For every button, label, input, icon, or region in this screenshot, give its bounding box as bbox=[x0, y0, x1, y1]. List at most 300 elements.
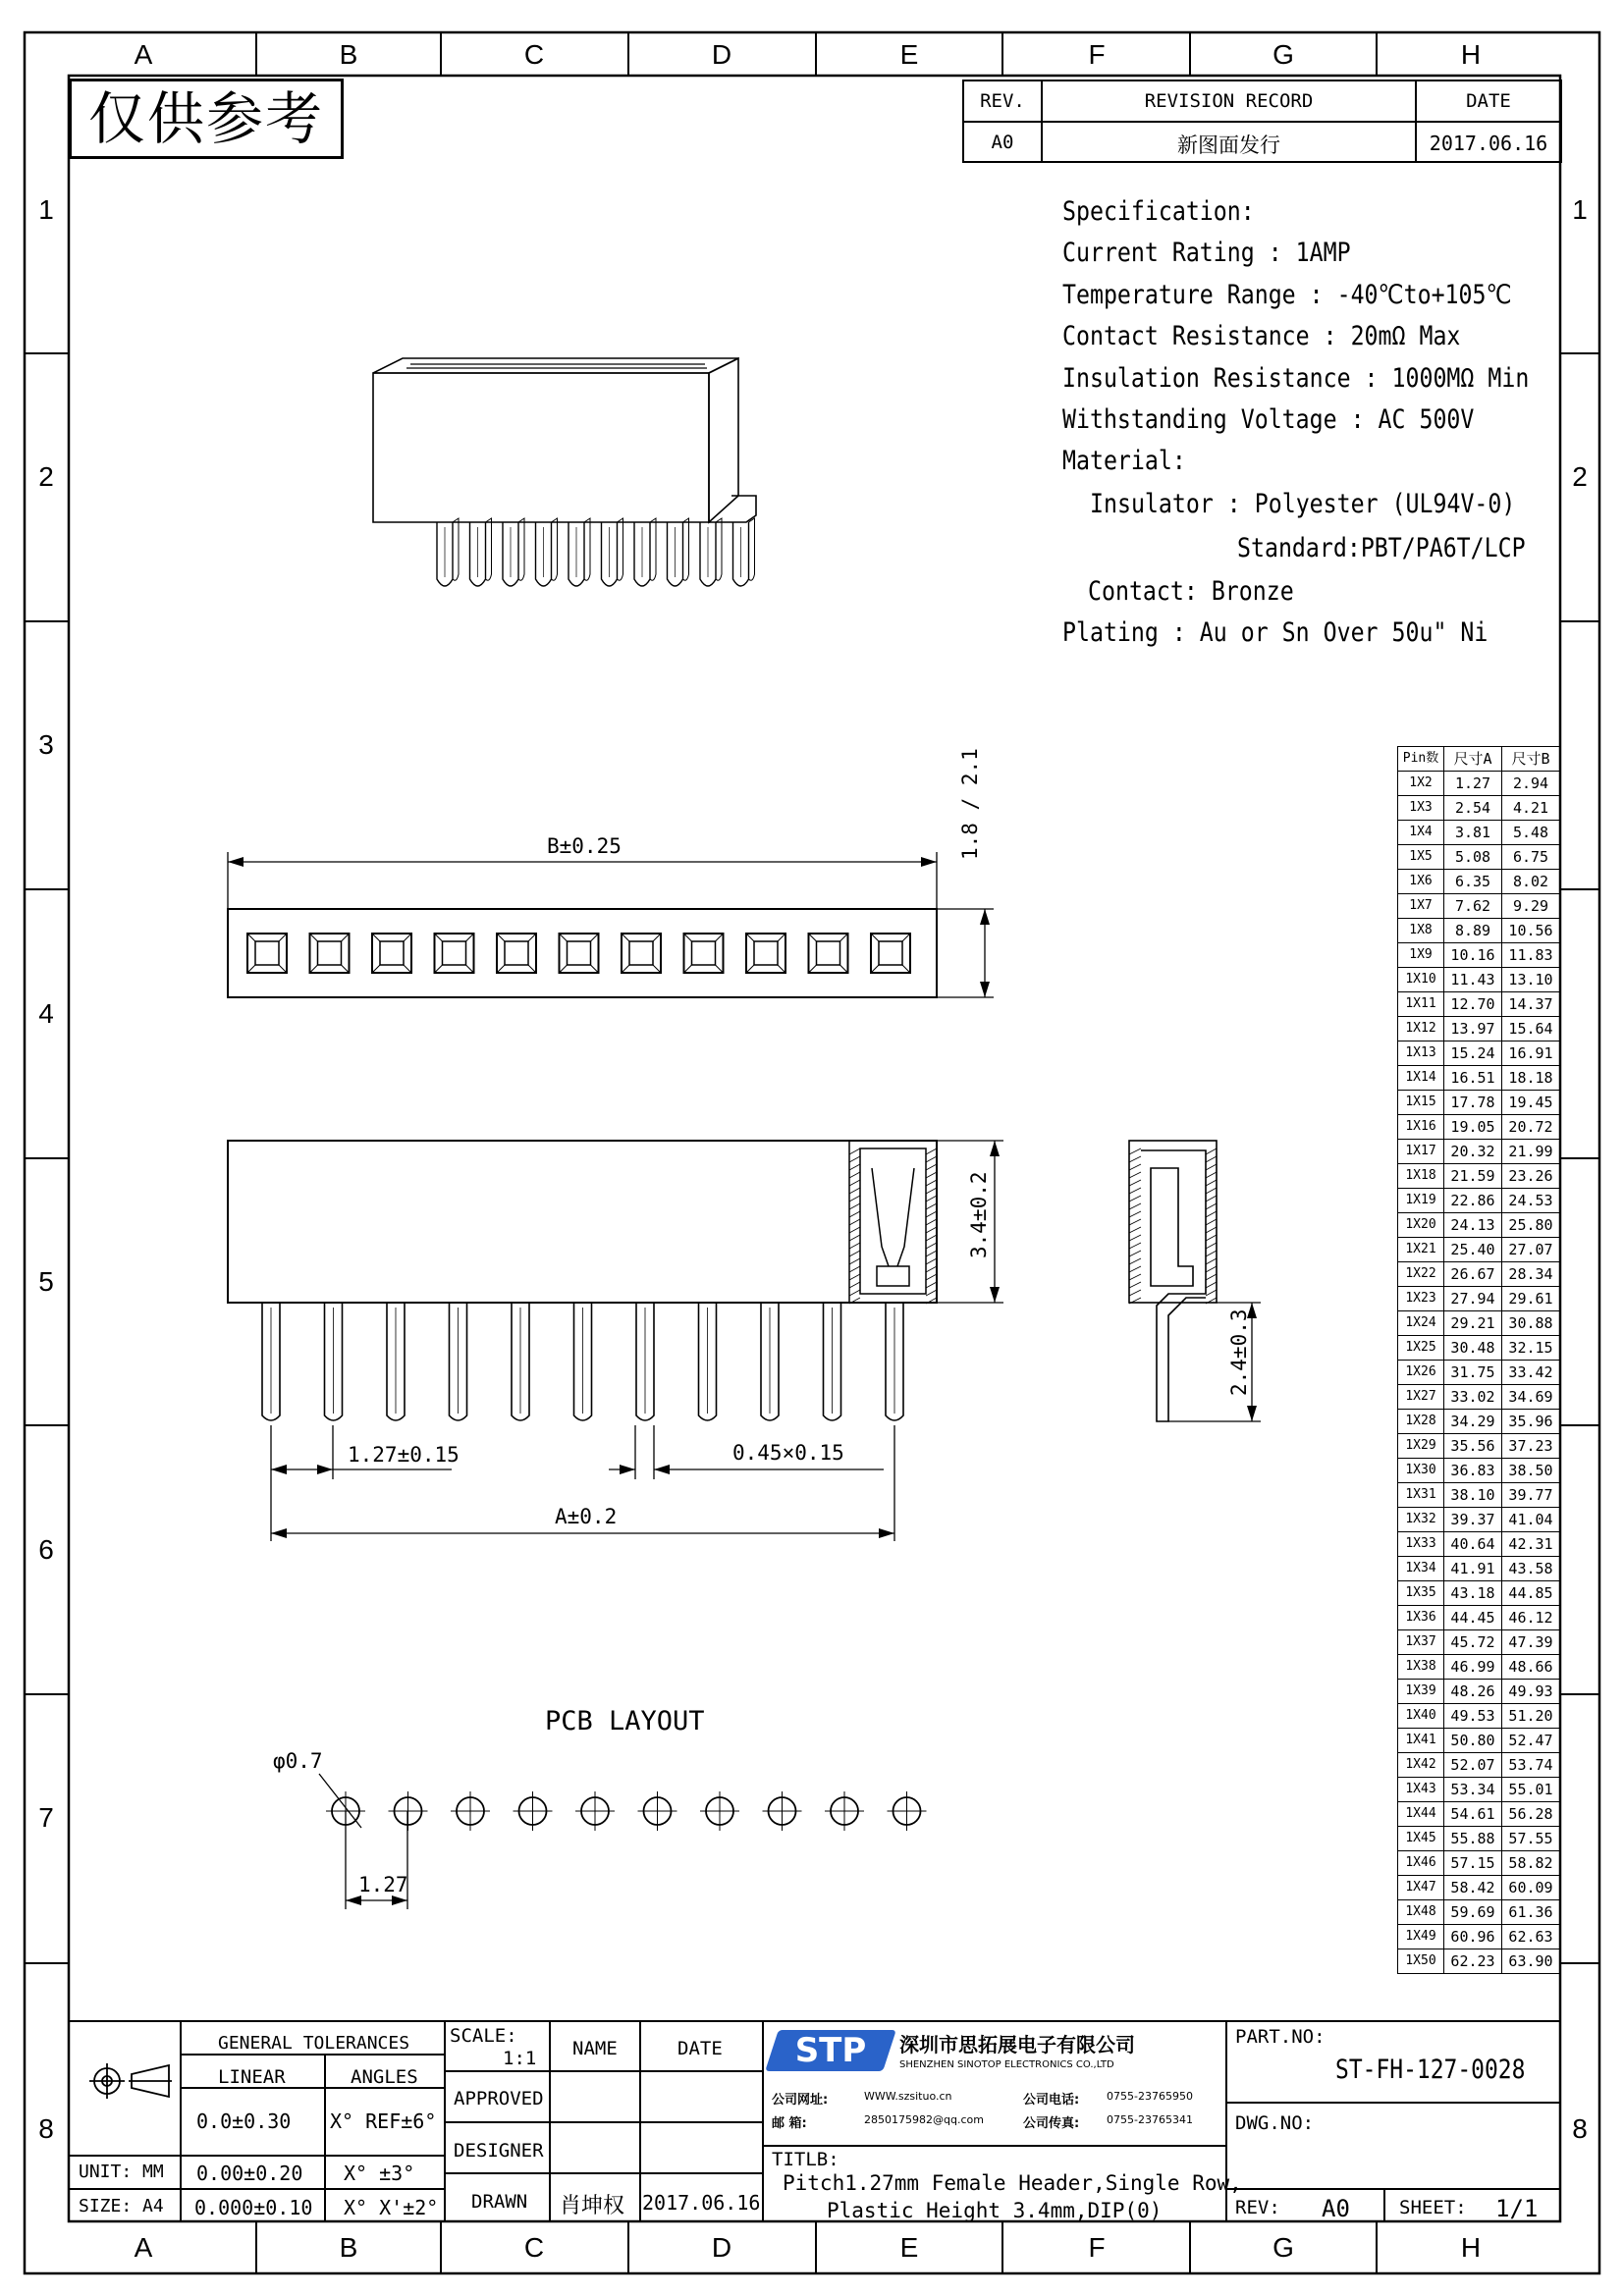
section-hatch bbox=[926, 1203, 937, 1209]
sheet-value: 1/1 bbox=[1495, 2195, 1539, 2222]
section-hatch bbox=[1206, 1172, 1217, 1178]
pin-count-cell: 1X49 bbox=[1398, 1925, 1444, 1949]
dim-b-cell: 58.82 bbox=[1502, 1851, 1560, 1876]
pin-count-cell: 1X33 bbox=[1398, 1532, 1444, 1557]
grid-col-e: E bbox=[899, 39, 919, 70]
side-view bbox=[1129, 1141, 1217, 1421]
dim-b-cell: 33.42 bbox=[1502, 1361, 1560, 1385]
section-hatch bbox=[1129, 1188, 1141, 1194]
name-header: NAME bbox=[572, 2038, 618, 2059]
section-hatch bbox=[1206, 1164, 1217, 1170]
dim-h1: 1.8 / 2.1 bbox=[958, 748, 982, 860]
dim-b-cell: 53.74 bbox=[1502, 1753, 1560, 1778]
company-logo-text: STP bbox=[794, 2031, 867, 2070]
pin-table-row bbox=[1398, 1385, 1560, 1410]
grid-row-3: 3 bbox=[38, 729, 54, 760]
dim-b-cell: 57.55 bbox=[1502, 1827, 1560, 1851]
date-header: DATE bbox=[677, 2038, 723, 2059]
pin-count-cell: 1X25 bbox=[1398, 1336, 1444, 1361]
pin-table-row bbox=[1398, 1434, 1560, 1459]
contact-window-bevel bbox=[372, 934, 411, 973]
section-hatch bbox=[849, 1188, 860, 1194]
spec-insulation: Insulation Resistance : 1000MΩ Min bbox=[1062, 363, 1530, 394]
spec-title: Specification: bbox=[1062, 196, 1255, 227]
contact-window-bevel bbox=[497, 934, 536, 973]
section-hatch bbox=[1206, 1274, 1217, 1280]
dim-b-cell: 2.94 bbox=[1502, 772, 1560, 796]
pin-table-row bbox=[1398, 870, 1560, 894]
dim-b-cell: 35.96 bbox=[1502, 1410, 1560, 1434]
dim-b-cell: 27.07 bbox=[1502, 1238, 1560, 1262]
section-hatch bbox=[1129, 1266, 1141, 1272]
section-hatch bbox=[849, 1243, 860, 1249]
dim-a-cell: 2.54 bbox=[1444, 796, 1502, 821]
dim-a-cell: 15.24 bbox=[1444, 1041, 1502, 1066]
pin-count-cell: 1X31 bbox=[1398, 1483, 1444, 1508]
fax-label: 公司传真: bbox=[1023, 2116, 1080, 2131]
section-hatch bbox=[849, 1156, 860, 1162]
pin-table-row bbox=[1398, 1164, 1560, 1189]
pin-table-row bbox=[1398, 1778, 1560, 1802]
dim-b-cell: 42.31 bbox=[1502, 1532, 1560, 1557]
dim-a-cell: 60.96 bbox=[1444, 1925, 1502, 1949]
pin-count-cell: 1X16 bbox=[1398, 1115, 1444, 1140]
section-hatch bbox=[1206, 1251, 1217, 1256]
dim-b-cell: 24.53 bbox=[1502, 1189, 1560, 1213]
dim-b-cell: 8.02 bbox=[1502, 870, 1560, 894]
contact-window-bevel bbox=[746, 934, 785, 973]
spec-plating: Plating : Au or Sn Over 50u" Ni bbox=[1062, 617, 1489, 648]
dim-b-cell: 21.99 bbox=[1502, 1140, 1560, 1164]
dim-a-cell: 59.69 bbox=[1444, 1900, 1502, 1925]
section-hatch bbox=[926, 1196, 937, 1201]
pin-count-cell: 1X44 bbox=[1398, 1802, 1444, 1827]
dim-a-cell: 13.97 bbox=[1444, 1017, 1502, 1041]
dim-b-cell: 43.58 bbox=[1502, 1557, 1560, 1581]
dimension-lines bbox=[228, 852, 1261, 1909]
pin-count-cell: 1X45 bbox=[1398, 1827, 1444, 1851]
dim-a-cell: 3.81 bbox=[1444, 821, 1502, 845]
section-hatch bbox=[926, 1243, 937, 1249]
company-email: 2850175982@qq.com bbox=[864, 2113, 984, 2126]
pin-table-header-pins: Pin数 bbox=[1398, 747, 1444, 772]
front-view-housing bbox=[228, 1141, 937, 1303]
company-name-cn: 深圳市思拓展电子有限公司 bbox=[899, 2033, 1135, 2056]
dim-pcb-pitch: 1.27 bbox=[358, 1873, 408, 1896]
pin-table-row bbox=[1398, 821, 1560, 845]
pin-table-row bbox=[1398, 1091, 1560, 1115]
grid-row-4: 4 bbox=[38, 998, 54, 1029]
section-hatch bbox=[926, 1164, 937, 1170]
isometric-pin-side bbox=[650, 518, 656, 580]
pin-count-cell: 1X3 bbox=[1398, 796, 1444, 821]
revision-header-record: REVISION RECORD bbox=[1144, 90, 1314, 112]
designer-label: DESIGNER bbox=[454, 2140, 544, 2162]
contact-window-inner bbox=[318, 941, 342, 965]
pin-table-row bbox=[1398, 1483, 1560, 1508]
grid-row-8: 8 bbox=[38, 2113, 54, 2144]
inner-frame bbox=[69, 76, 1560, 2221]
dim-b-cell: 51.20 bbox=[1502, 1704, 1560, 1729]
dim-a-cell: 22.86 bbox=[1444, 1189, 1502, 1213]
pin-count-cell: 1X47 bbox=[1398, 1876, 1444, 1900]
tolerance-linear-2: 0.00±0.20 bbox=[196, 2162, 303, 2185]
pin-table-row bbox=[1398, 1655, 1560, 1680]
dim-a-cell: 35.56 bbox=[1444, 1434, 1502, 1459]
section-hatch bbox=[849, 1227, 860, 1233]
section-hatch bbox=[849, 1148, 860, 1154]
dim-a-cell: 11.43 bbox=[1444, 968, 1502, 992]
revision-record: 新图面发行 bbox=[1177, 133, 1280, 157]
section-hatch bbox=[1206, 1282, 1217, 1288]
company-website: WWW.szsituo.cn bbox=[864, 2090, 952, 2103]
contact-window-inner bbox=[505, 941, 528, 965]
dim-b-cell: 11.83 bbox=[1502, 943, 1560, 968]
rev-label: REV: bbox=[1235, 2197, 1280, 2218]
spec-insulator: Insulator : Polyester (UL94V-0) bbox=[1090, 489, 1516, 519]
section-hatch bbox=[849, 1211, 860, 1217]
pin-count-cell: 1X22 bbox=[1398, 1262, 1444, 1287]
pin-dimension-table bbox=[1397, 746, 1560, 1974]
isometric-pin-side bbox=[618, 518, 623, 580]
grid-col-a: A bbox=[134, 39, 153, 70]
dim-a-cell: 48.26 bbox=[1444, 1680, 1502, 1704]
pin-table-row bbox=[1398, 1213, 1560, 1238]
website-label: 公司网址: bbox=[772, 2093, 829, 2108]
dim-b-cell: 13.10 bbox=[1502, 968, 1560, 992]
section-hatch bbox=[1206, 1211, 1217, 1217]
pin-table-row bbox=[1398, 1729, 1560, 1753]
section-hatch bbox=[1129, 1203, 1141, 1209]
section-hatch bbox=[926, 1266, 937, 1272]
tolerance-linear-1: 0.0±0.30 bbox=[196, 2109, 292, 2133]
pin-count-cell: 1X27 bbox=[1398, 1385, 1444, 1410]
pin-table-row bbox=[1398, 919, 1560, 943]
spec-contact: Contact: Bronze bbox=[1088, 576, 1294, 607]
pin-count-cell: 1X5 bbox=[1398, 845, 1444, 870]
pin-table-row bbox=[1398, 1753, 1560, 1778]
dim-b-cell: 44.85 bbox=[1502, 1581, 1560, 1606]
contact-window-inner bbox=[568, 941, 591, 965]
section-hatch bbox=[1206, 1180, 1217, 1186]
dim-b-cell: 37.23 bbox=[1502, 1434, 1560, 1459]
section-hatch bbox=[849, 1266, 860, 1272]
spec-standard: Standard:PBT/PA6T/LCP bbox=[1237, 533, 1526, 563]
section-hatch bbox=[849, 1274, 860, 1280]
pin-count-cell: 1X6 bbox=[1398, 870, 1444, 894]
section-hatch bbox=[849, 1164, 860, 1170]
grid-row-1-right: 1 bbox=[1572, 194, 1588, 225]
pin-count-cell: 1X13 bbox=[1398, 1041, 1444, 1066]
pin-table-row bbox=[1398, 845, 1560, 870]
section-hatch bbox=[1129, 1164, 1141, 1170]
dim-a-cell: 38.10 bbox=[1444, 1483, 1502, 1508]
pin-count-cell: 1X10 bbox=[1398, 968, 1444, 992]
dim-b-cell: 56.28 bbox=[1502, 1802, 1560, 1827]
grid-row-2: 2 bbox=[38, 461, 54, 492]
pin-count-cell: 1X34 bbox=[1398, 1557, 1444, 1581]
section-hatch bbox=[1129, 1172, 1141, 1178]
title-label: TITLB: bbox=[772, 2149, 839, 2170]
dim-a-cell: 24.13 bbox=[1444, 1213, 1502, 1238]
pin-count-cell: 1X8 bbox=[1398, 919, 1444, 943]
contact-window-bevel bbox=[247, 934, 287, 973]
dim-a-cell: 16.51 bbox=[1444, 1066, 1502, 1091]
pin-count-cell: 1X30 bbox=[1398, 1459, 1444, 1483]
dim-h2: 3.4±0.2 bbox=[967, 1171, 991, 1258]
contact-window-bevel bbox=[684, 934, 724, 973]
contact-window-inner bbox=[754, 941, 778, 965]
pin-table-row bbox=[1398, 1115, 1560, 1140]
grid-col-c: C bbox=[523, 39, 545, 70]
dim-pitch: 1.27±0.15 bbox=[348, 1443, 460, 1467]
dim-a-cell: 25.40 bbox=[1444, 1238, 1502, 1262]
pin-table-row bbox=[1398, 1827, 1560, 1851]
grid-row-7: 7 bbox=[38, 1802, 54, 1833]
dim-a-cell: 34.29 bbox=[1444, 1410, 1502, 1434]
grid-col-h-bottom: H bbox=[1460, 2232, 1482, 2263]
dim-a-cell: 21.59 bbox=[1444, 1164, 1502, 1189]
section-hatch bbox=[926, 1290, 937, 1296]
pin-table-row bbox=[1398, 1459, 1560, 1483]
section-hatch bbox=[1206, 1203, 1217, 1209]
section-hatch bbox=[926, 1211, 937, 1217]
pin-table-row bbox=[1398, 1680, 1560, 1704]
pin-count-cell: 1X9 bbox=[1398, 943, 1444, 968]
dim-a-cell: 39.37 bbox=[1444, 1508, 1502, 1532]
section-hatch bbox=[1206, 1266, 1217, 1272]
contact-window-inner bbox=[879, 941, 902, 965]
pin-table-header bbox=[1398, 747, 1560, 772]
pin-count-cell: 1X23 bbox=[1398, 1287, 1444, 1311]
section-hatch bbox=[1129, 1219, 1141, 1225]
phone-label: 公司电话: bbox=[1023, 2093, 1080, 2108]
dim-b-cell: 4.21 bbox=[1502, 796, 1560, 821]
pin-count-cell: 1X32 bbox=[1398, 1508, 1444, 1532]
section-hatch bbox=[1206, 1219, 1217, 1225]
section-hatch bbox=[1129, 1243, 1141, 1249]
grid-row-6: 6 bbox=[38, 1534, 54, 1565]
pin-table-row bbox=[1398, 1287, 1560, 1311]
revision-header-date: DATE bbox=[1466, 90, 1511, 112]
pin-table-row bbox=[1398, 1949, 1560, 1974]
scale-label: SCALE: bbox=[450, 2025, 517, 2047]
pin-table-row bbox=[1398, 1410, 1560, 1434]
dim-a-cell: 30.48 bbox=[1444, 1336, 1502, 1361]
dim-a-cell: 49.53 bbox=[1444, 1704, 1502, 1729]
pin-table-row bbox=[1398, 772, 1560, 796]
scale-value: 1:1 bbox=[503, 2048, 537, 2069]
grid-col-d: D bbox=[711, 39, 732, 70]
pin-count-cell: 1X50 bbox=[1398, 1949, 1444, 1974]
section-hatch bbox=[849, 1258, 860, 1264]
dim-b-cell: 60.09 bbox=[1502, 1876, 1560, 1900]
revision-header-rev: REV. bbox=[980, 90, 1025, 112]
section-hatch bbox=[849, 1251, 860, 1256]
section-hatch bbox=[1129, 1274, 1141, 1280]
dim-b-cell: 49.93 bbox=[1502, 1680, 1560, 1704]
pin-table-row bbox=[1398, 1017, 1560, 1041]
pin-count-cell: 1X38 bbox=[1398, 1655, 1444, 1680]
dim-a-cell: 27.94 bbox=[1444, 1287, 1502, 1311]
dim-a-cell: 44.45 bbox=[1444, 1606, 1502, 1630]
pin-count-cell: 1X4 bbox=[1398, 821, 1444, 845]
contact-window-bevel bbox=[560, 934, 599, 973]
dim-b-cell: 32.15 bbox=[1502, 1336, 1560, 1361]
pin-count-cell: 1X2 bbox=[1398, 772, 1444, 796]
section-hatch bbox=[849, 1196, 860, 1201]
dim-b-cell: 47.39 bbox=[1502, 1630, 1560, 1655]
contact-window-bevel bbox=[435, 934, 474, 973]
isometric-pin-side bbox=[486, 518, 492, 580]
spec-voltage: Withstanding Voltage : AC 500V bbox=[1062, 404, 1475, 435]
section-hatch bbox=[926, 1258, 937, 1264]
dim-b-cell: 48.66 bbox=[1502, 1655, 1560, 1680]
section-hatch bbox=[926, 1282, 937, 1288]
pin-count-cell: 1X14 bbox=[1398, 1066, 1444, 1091]
pin-table-row bbox=[1398, 1262, 1560, 1287]
company-fax: 0755-23765341 bbox=[1107, 2113, 1193, 2126]
section-hatch bbox=[1206, 1227, 1217, 1233]
pin-count-cell: 1X39 bbox=[1398, 1680, 1444, 1704]
pin-table-row bbox=[1398, 1336, 1560, 1361]
dim-b-cell: 9.29 bbox=[1502, 894, 1560, 919]
general-tolerances-label: GENERAL TOLERANCES bbox=[218, 2033, 410, 2054]
isometric-view bbox=[373, 358, 756, 522]
pin-count-cell: 1X12 bbox=[1398, 1017, 1444, 1041]
dim-a-cell: 12.70 bbox=[1444, 992, 1502, 1017]
dim-a-cell: 1.27 bbox=[1444, 772, 1502, 796]
pin-count-cell: 1X24 bbox=[1398, 1311, 1444, 1336]
pin-table-row bbox=[1398, 1066, 1560, 1091]
dim-a-cell: 57.15 bbox=[1444, 1851, 1502, 1876]
isometric-pin-side bbox=[749, 518, 755, 580]
section-hatch bbox=[926, 1180, 937, 1186]
dim-a-cell: 29.21 bbox=[1444, 1311, 1502, 1336]
pin-table-row bbox=[1398, 1851, 1560, 1876]
dim-a-cell: 54.61 bbox=[1444, 1802, 1502, 1827]
dim-b-cell: 20.72 bbox=[1502, 1115, 1560, 1140]
grid-col-a-bottom: A bbox=[134, 2232, 153, 2263]
dim-a-cell: 41.91 bbox=[1444, 1557, 1502, 1581]
contact-window-bevel bbox=[871, 934, 910, 973]
pin-table-row bbox=[1398, 992, 1560, 1017]
email-label: 邮 箱: bbox=[772, 2116, 807, 2131]
dim-b-cell: 30.88 bbox=[1502, 1311, 1560, 1336]
pin-count-cell: 1X29 bbox=[1398, 1434, 1444, 1459]
pin-table-row bbox=[1398, 1311, 1560, 1336]
pcb-layout-title: PCB LAYOUT bbox=[545, 1706, 705, 1736]
pin-table-row bbox=[1398, 1041, 1560, 1066]
grid-col-f-bottom: F bbox=[1088, 2232, 1106, 2263]
title-line-2: Plastic Height 3.4mm,DIP(0) bbox=[827, 2199, 1163, 2222]
spec-contact-resistance: Contact Resistance : 20mΩ Max bbox=[1062, 321, 1461, 351]
front-view-cross-section bbox=[849, 1141, 937, 1303]
section-hatch bbox=[1129, 1235, 1141, 1241]
isometric-pin-side bbox=[584, 518, 590, 580]
pin-count-cell: 1X48 bbox=[1398, 1900, 1444, 1925]
part-no-label: PART.NO: bbox=[1235, 2026, 1326, 2048]
dim-b-cell: 38.50 bbox=[1502, 1459, 1560, 1483]
dim-a-cell: 10.16 bbox=[1444, 943, 1502, 968]
pin-table-row bbox=[1398, 1925, 1560, 1949]
isometric-pin-side bbox=[683, 518, 689, 580]
contact-window-bevel bbox=[622, 934, 661, 973]
dim-a-cell: 46.99 bbox=[1444, 1655, 1502, 1680]
drawn-date: 2017.06.16 bbox=[642, 2191, 761, 2215]
dim-a-cell: 55.88 bbox=[1444, 1827, 1502, 1851]
section-hatch bbox=[1129, 1211, 1141, 1217]
dim-a-cell: 20.32 bbox=[1444, 1140, 1502, 1164]
section-hatch bbox=[1206, 1148, 1217, 1154]
drawn-name: 肖坤权 bbox=[560, 2194, 625, 2218]
grid-col-b-bottom: B bbox=[339, 2232, 358, 2263]
section-hatch bbox=[1129, 1180, 1141, 1186]
grid-col-h: H bbox=[1460, 39, 1482, 70]
dim-b-cell: 10.56 bbox=[1502, 919, 1560, 943]
dim-b-cell: 55.01 bbox=[1502, 1778, 1560, 1802]
dim-b-cell: 18.18 bbox=[1502, 1066, 1560, 1091]
isometric-pin-side bbox=[552, 518, 558, 580]
pin-table-row bbox=[1398, 968, 1560, 992]
pin-table-row bbox=[1398, 943, 1560, 968]
section-hatch bbox=[1206, 1243, 1217, 1249]
isometric-pin-side bbox=[453, 518, 459, 580]
tolerance-linear-3: 0.000±0.10 bbox=[194, 2196, 313, 2219]
dim-b-cell: 39.77 bbox=[1502, 1483, 1560, 1508]
section-hatch bbox=[849, 1235, 860, 1241]
pin-table-row bbox=[1398, 1581, 1560, 1606]
dim-b-cell: 15.64 bbox=[1502, 1017, 1560, 1041]
dim-a-cell: 17.78 bbox=[1444, 1091, 1502, 1115]
section-hatch bbox=[1129, 1196, 1141, 1201]
dim-b-cell: 19.45 bbox=[1502, 1091, 1560, 1115]
section-hatch bbox=[1206, 1188, 1217, 1194]
company-name-en: SHENZHEN SINOTOP ELECTRONICS CO.,LTD bbox=[899, 2059, 1114, 2070]
dim-a-cell: 36.83 bbox=[1444, 1459, 1502, 1483]
linear-label: LINEAR bbox=[218, 2066, 286, 2088]
dim-a-cell: 5.08 bbox=[1444, 845, 1502, 870]
grid-row-5: 5 bbox=[38, 1266, 54, 1297]
drawn-label: DRAWN bbox=[471, 2191, 528, 2213]
dim-b-cell: 23.26 bbox=[1502, 1164, 1560, 1189]
dim-pin: 0.45×0.15 bbox=[732, 1441, 844, 1465]
pin-count-cell: 1X37 bbox=[1398, 1630, 1444, 1655]
pin-table-row bbox=[1398, 1508, 1560, 1532]
pin-table-row bbox=[1398, 1532, 1560, 1557]
section-hatch bbox=[926, 1227, 937, 1233]
section-hatch bbox=[849, 1180, 860, 1186]
dim-b-cell: 34.69 bbox=[1502, 1385, 1560, 1410]
grid-col-g: G bbox=[1272, 39, 1294, 70]
dim-a-cell: 40.64 bbox=[1444, 1532, 1502, 1557]
contact-window-bevel bbox=[809, 934, 848, 973]
pin-count-cell: 1X35 bbox=[1398, 1581, 1444, 1606]
title-line-1: Pitch1.27mm Female Header,Single Row, bbox=[783, 2171, 1242, 2195]
pin-count-cell: 1X46 bbox=[1398, 1851, 1444, 1876]
pin-count-cell: 1X28 bbox=[1398, 1410, 1444, 1434]
section-hatch bbox=[1129, 1258, 1141, 1264]
dim-a-cell: 53.34 bbox=[1444, 1778, 1502, 1802]
pin-count-cell: 1X15 bbox=[1398, 1091, 1444, 1115]
dim-a-cell: 33.02 bbox=[1444, 1385, 1502, 1410]
pin-count-cell: 1X19 bbox=[1398, 1189, 1444, 1213]
pin-table-row bbox=[1398, 1238, 1560, 1262]
dim-a-cell: 52.07 bbox=[1444, 1753, 1502, 1778]
dim-b-cell: 5.48 bbox=[1502, 821, 1560, 845]
dim-b-cell: 14.37 bbox=[1502, 992, 1560, 1017]
pin-count-cell: 1X40 bbox=[1398, 1704, 1444, 1729]
